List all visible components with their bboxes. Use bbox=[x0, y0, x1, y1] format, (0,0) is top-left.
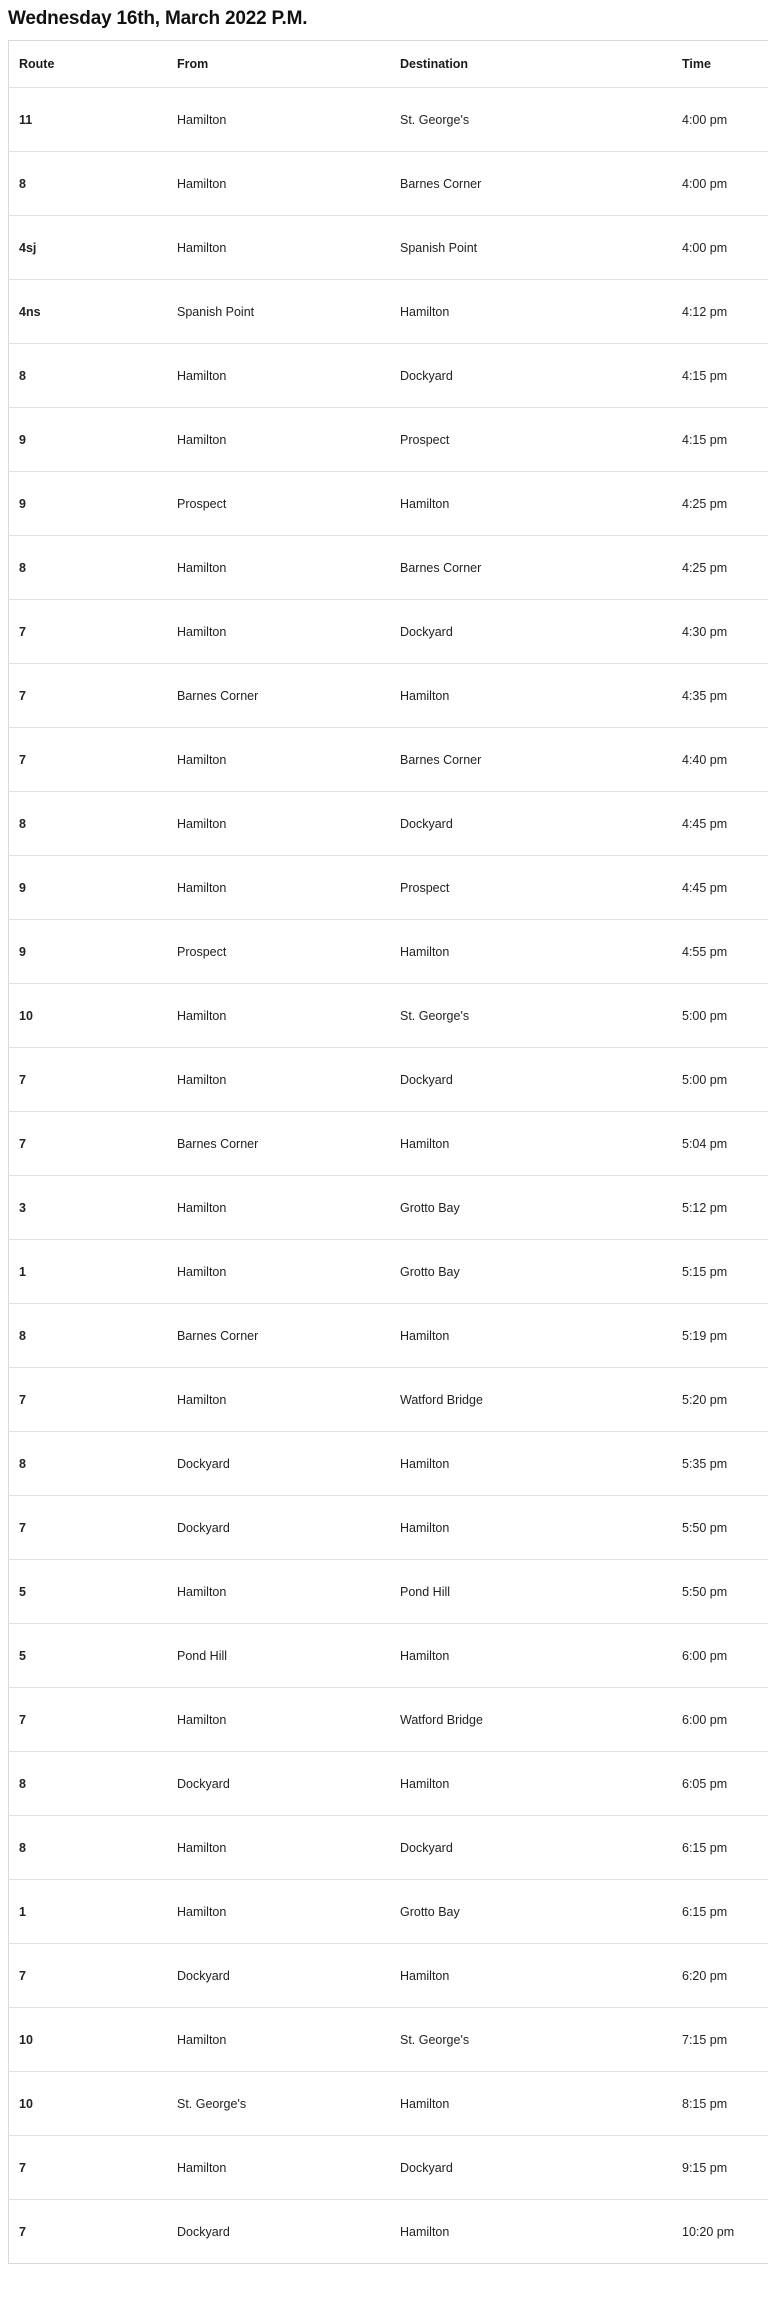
cell-from: Hamilton bbox=[167, 984, 390, 1048]
cell-from: Hamilton bbox=[167, 1048, 390, 1112]
cell-from: Pond Hill bbox=[167, 1624, 390, 1688]
table-row bbox=[9, 984, 768, 1048]
cell-time: 6:00 pm bbox=[672, 1624, 768, 1688]
cell-from: Hamilton bbox=[167, 216, 390, 280]
cell-time: 4:00 pm bbox=[672, 88, 768, 152]
table-row bbox=[9, 1304, 768, 1368]
cell-route: 8 bbox=[9, 1304, 168, 1368]
table-row bbox=[9, 664, 768, 728]
cell-destination: Hamilton bbox=[390, 1496, 672, 1560]
cell-time: 4:25 pm bbox=[672, 536, 768, 600]
cell-time: 4:45 pm bbox=[672, 856, 768, 920]
cell-from: Prospect bbox=[167, 472, 390, 536]
page-title: Wednesday 16th, March 2022 P.M. bbox=[8, 8, 308, 29]
table-row bbox=[9, 536, 768, 600]
cell-time: 4:40 pm bbox=[672, 728, 768, 792]
cell-time: 6:00 pm bbox=[672, 1688, 768, 1752]
cell-destination: St. George's bbox=[390, 2008, 672, 2072]
table-row bbox=[9, 1368, 768, 1432]
column-header-time: Time bbox=[672, 41, 768, 88]
cell-from: Hamilton bbox=[167, 408, 390, 472]
cell-route: 7 bbox=[19, 2224, 26, 2239]
table-row bbox=[9, 1112, 768, 1176]
table-row bbox=[9, 344, 768, 408]
cell-from: Hamilton bbox=[167, 1816, 390, 1880]
column-header-from: From bbox=[167, 41, 390, 88]
cell-route: 1 bbox=[9, 1880, 168, 1944]
cell-route: 1 bbox=[9, 1240, 168, 1304]
table-row bbox=[9, 472, 768, 536]
cell-from: Hamilton bbox=[167, 1240, 390, 1304]
cell-time: 5:20 pm bbox=[672, 1368, 768, 1432]
cell-time: 7:15 pm bbox=[672, 2008, 768, 2072]
cell-route: 8 bbox=[9, 152, 168, 216]
cell-route: 9 bbox=[9, 472, 168, 536]
cell-destination: Barnes Corner bbox=[390, 536, 672, 600]
cell-route: 8 bbox=[9, 1816, 168, 1880]
cell-time: 4:12 pm bbox=[672, 280, 768, 344]
cell-time: 4:55 pm bbox=[672, 920, 768, 984]
cell-route: 10 bbox=[9, 2072, 168, 2136]
cell-from: Hamilton bbox=[167, 600, 390, 664]
cell-destination: Hamilton bbox=[400, 2224, 450, 2239]
cell-route: 8 bbox=[9, 344, 168, 408]
cell-destination: Grotto Bay bbox=[390, 1240, 672, 1304]
bus-schedule-table bbox=[8, 40, 768, 2264]
cell-route: 9 bbox=[9, 856, 168, 920]
cell-from: Hamilton bbox=[167, 1688, 390, 1752]
column-header-destination: Destination bbox=[390, 41, 672, 88]
cell-route: 7 bbox=[9, 2136, 168, 2200]
cell-destination: Hamilton bbox=[390, 1432, 672, 1496]
table-row bbox=[9, 1752, 768, 1816]
cell-route: 7 bbox=[9, 1048, 168, 1112]
cell-time: 5:00 pm bbox=[672, 1048, 768, 1112]
cell-time: 4:00 pm bbox=[672, 152, 768, 216]
column-header-route: Route bbox=[9, 41, 168, 88]
cell-route: 7 bbox=[9, 1944, 168, 2008]
cell-time: 5:00 pm bbox=[672, 984, 768, 1048]
cell-time: 5:50 pm bbox=[672, 1496, 768, 1560]
cell-destination: Hamilton bbox=[390, 1304, 672, 1368]
cell-time: 5:35 pm bbox=[672, 1432, 768, 1496]
cell-time: 5:12 pm bbox=[672, 1176, 768, 1240]
table-row bbox=[9, 2072, 768, 2136]
cell-destination: Hamilton bbox=[390, 280, 672, 344]
cell-from: Prospect bbox=[167, 920, 390, 984]
cell-destination: Hamilton bbox=[390, 1112, 672, 1176]
cell-destination: Dockyard bbox=[390, 792, 672, 856]
cell-route: 7 bbox=[9, 664, 168, 728]
cell-from: Hamilton bbox=[167, 2136, 390, 2200]
table-row bbox=[9, 728, 768, 792]
cell-from: Dockyard bbox=[167, 1496, 390, 1560]
cell-time: 4:00 pm bbox=[672, 216, 768, 280]
cell-destination: Hamilton bbox=[390, 1752, 672, 1816]
cell-route: 4ns bbox=[9, 280, 168, 344]
cell-destination: Hamilton bbox=[390, 664, 672, 728]
cell-from: Hamilton bbox=[167, 1176, 390, 1240]
cell-time: 5:19 pm bbox=[672, 1304, 768, 1368]
cell-destination: Prospect bbox=[390, 856, 672, 920]
cell-destination: Dockyard bbox=[390, 344, 672, 408]
cell-from: Hamilton bbox=[167, 728, 390, 792]
table-row bbox=[9, 2200, 768, 2264]
cell-destination: Hamilton bbox=[390, 920, 672, 984]
cell-route: 5 bbox=[9, 1560, 168, 1624]
cell-route: 8 bbox=[9, 792, 168, 856]
cell-route: 11 bbox=[9, 88, 168, 152]
cell-destination: St. George's bbox=[390, 984, 672, 1048]
cell-destination: Dockyard bbox=[390, 1048, 672, 1112]
cell-route: 10 bbox=[9, 2008, 168, 2072]
table-row bbox=[9, 216, 768, 280]
cell-route: 8 bbox=[9, 1432, 168, 1496]
cell-destination: Hamilton bbox=[390, 1624, 672, 1688]
table-row bbox=[9, 1496, 768, 1560]
cell-time: 10:20 pm bbox=[682, 2224, 735, 2239]
cell-route: 9 bbox=[9, 408, 168, 472]
table-row bbox=[9, 88, 768, 152]
cell-from: Barnes Corner bbox=[167, 1304, 390, 1368]
cell-destination: Grotto Bay bbox=[390, 1176, 672, 1240]
cell-route: 7 bbox=[9, 1496, 168, 1560]
cell-route: 5 bbox=[9, 1624, 168, 1688]
table-row bbox=[9, 1944, 768, 2008]
cell-from: Hamilton bbox=[167, 536, 390, 600]
table-header bbox=[9, 41, 768, 88]
table-row bbox=[9, 600, 768, 664]
cell-from: Hamilton bbox=[167, 856, 390, 920]
table-row bbox=[9, 1688, 768, 1752]
cell-from: St. George's bbox=[167, 2072, 390, 2136]
cell-from: Hamilton bbox=[167, 792, 390, 856]
cell-destination: Barnes Corner bbox=[390, 728, 672, 792]
cell-from: Dockyard bbox=[167, 1752, 390, 1816]
cell-destination: St. George's bbox=[390, 88, 672, 152]
cell-time: 4:35 pm bbox=[672, 664, 768, 728]
cell-time: 6:15 pm bbox=[672, 1816, 768, 1880]
cell-from: Barnes Corner bbox=[167, 664, 390, 728]
cell-route: 3 bbox=[9, 1176, 168, 1240]
cell-route: 8 bbox=[9, 1752, 168, 1816]
cell-destination: Watford Bridge bbox=[390, 1688, 672, 1752]
table-row bbox=[9, 1880, 768, 1944]
cell-from: Dockyard bbox=[177, 2224, 230, 2239]
cell-time: 6:20 pm bbox=[672, 1944, 768, 2008]
cell-time: 4:15 pm bbox=[672, 344, 768, 408]
cell-time: 6:05 pm bbox=[672, 1752, 768, 1816]
cell-time: 5:15 pm bbox=[672, 1240, 768, 1304]
table-row bbox=[9, 1240, 768, 1304]
cell-from: Spanish Point bbox=[167, 280, 390, 344]
table-header-row bbox=[9, 41, 768, 88]
cell-time: 4:15 pm bbox=[672, 408, 768, 472]
table-row bbox=[9, 920, 768, 984]
cell-route: 10 bbox=[9, 984, 168, 1048]
table-row bbox=[9, 856, 768, 920]
cell-destination: Pond Hill bbox=[390, 1560, 672, 1624]
cell-destination: Hamilton bbox=[390, 472, 672, 536]
table-row bbox=[9, 792, 768, 856]
cell-destination: Dockyard bbox=[390, 2136, 672, 2200]
cell-time: 6:15 pm bbox=[672, 1880, 768, 1944]
table-row bbox=[9, 1048, 768, 1112]
cell-route: 7 bbox=[9, 1688, 168, 1752]
cell-destination: Prospect bbox=[390, 408, 672, 472]
cell-time: 5:50 pm bbox=[672, 1560, 768, 1624]
cell-time: 8:15 pm bbox=[672, 2072, 768, 2136]
cell-from: Dockyard bbox=[167, 1944, 390, 2008]
cell-route: 8 bbox=[9, 536, 168, 600]
cell-destination: Grotto Bay bbox=[390, 1880, 672, 1944]
cell-from: Hamilton bbox=[167, 344, 390, 408]
cell-time: 4:25 pm bbox=[672, 472, 768, 536]
cell-destination: Hamilton bbox=[390, 2072, 672, 2136]
table-row bbox=[9, 2008, 768, 2072]
cell-route: 7 bbox=[9, 1368, 168, 1432]
cell-route: 7 bbox=[9, 600, 168, 664]
cell-from: Hamilton bbox=[167, 1880, 390, 1944]
table-row bbox=[9, 1432, 768, 1496]
cell-route: 9 bbox=[9, 920, 168, 984]
cell-destination: Watford Bridge bbox=[390, 1368, 672, 1432]
cell-from: Dockyard bbox=[167, 1432, 390, 1496]
cell-from: Barnes Corner bbox=[167, 1112, 390, 1176]
table-row bbox=[9, 1176, 768, 1240]
cell-time: 9:15 pm bbox=[672, 2136, 768, 2200]
cell-route: 7 bbox=[9, 1112, 168, 1176]
cell-time: 4:30 pm bbox=[672, 600, 768, 664]
cell-from: Hamilton bbox=[167, 1560, 390, 1624]
cell-from: Hamilton bbox=[167, 1368, 390, 1432]
table-row bbox=[9, 1560, 768, 1624]
cell-route: 4sj bbox=[9, 216, 168, 280]
cell-time: 5:04 pm bbox=[672, 1112, 768, 1176]
cell-from: Hamilton bbox=[167, 152, 390, 216]
cell-destination: Dockyard bbox=[390, 600, 672, 664]
table-row bbox=[9, 280, 768, 344]
cell-route: 7 bbox=[9, 728, 168, 792]
cell-destination: Barnes Corner bbox=[390, 152, 672, 216]
table-row bbox=[9, 2136, 768, 2200]
table-row bbox=[9, 408, 768, 472]
table-row bbox=[9, 1816, 768, 1880]
cell-destination: Hamilton bbox=[390, 1944, 672, 2008]
cell-from: Hamilton bbox=[167, 88, 390, 152]
table-row bbox=[9, 152, 768, 216]
cell-destination: Spanish Point bbox=[390, 216, 672, 280]
cell-time: 4:45 pm bbox=[672, 792, 768, 856]
cell-from: Hamilton bbox=[167, 2008, 390, 2072]
table-row bbox=[9, 1624, 768, 1688]
table-body bbox=[9, 88, 768, 2264]
cell-destination: Dockyard bbox=[390, 1816, 672, 1880]
